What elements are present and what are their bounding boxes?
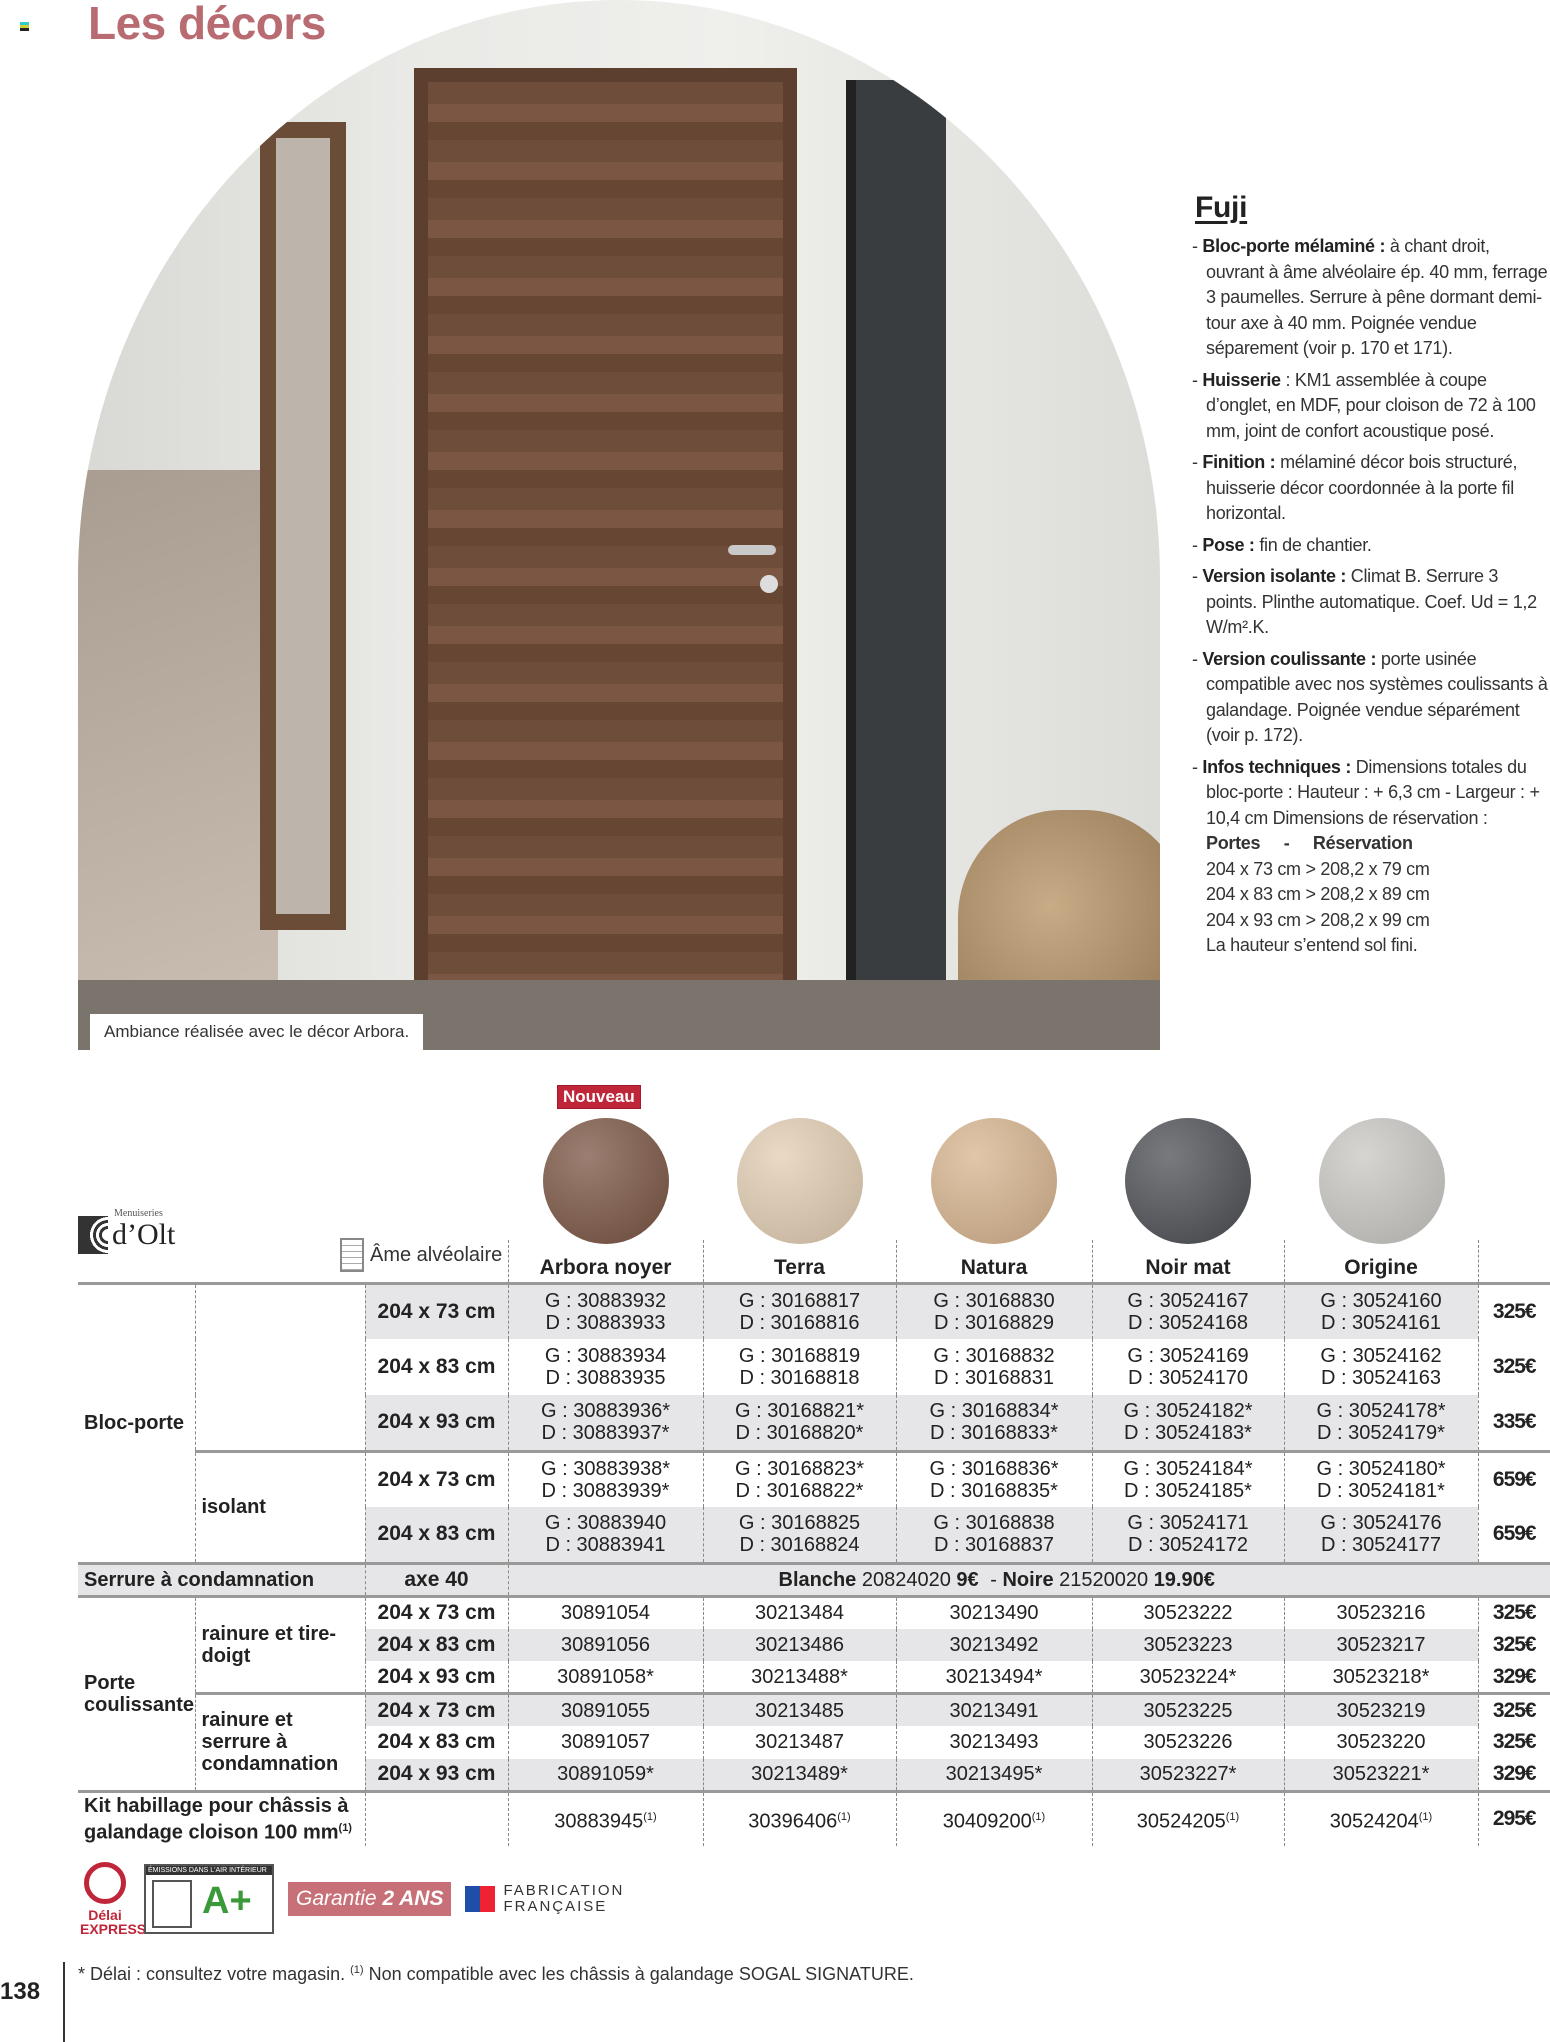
spec-text: Dimensions totales du bloc-porte : Hauteur : + 6,3 cm - Largeur : + 10,4 cm Dimensions de réservation : — [1206, 756, 1540, 828]
left-code: G : 30524167 — [1127, 1289, 1249, 1312]
product-code-cell: 30213493 — [896, 1726, 1092, 1759]
right-code: D : 30524179* — [1317, 1422, 1445, 1445]
guarantee-badge — [288, 1882, 451, 1916]
kit-code-note: (1) — [1031, 1810, 1046, 1823]
product-code-cell — [508, 1395, 703, 1451]
product-code-cell — [703, 1451, 896, 1507]
left-code: G : 30524180* — [1316, 1457, 1446, 1480]
product-code-cell: 30523217 — [1284, 1629, 1478, 1662]
stairs-image — [78, 470, 278, 990]
product-code-cell — [1284, 1283, 1478, 1339]
product-code-cell — [703, 1395, 896, 1451]
left-code: G : 30524182* — [1123, 1400, 1253, 1423]
left-code: G : 30883940 — [544, 1512, 667, 1535]
aplus-text: A+ — [202, 1880, 252, 1922]
row-sublabel-isolant: isolant — [195, 1451, 365, 1563]
new-badge: Nouveau — [557, 1085, 641, 1109]
price-cell: 659€ — [1478, 1451, 1550, 1507]
right-code: D : 30883935 — [545, 1367, 666, 1389]
francaise-text: FRANÇAISE — [503, 1898, 608, 1915]
color-marker-icon — [20, 22, 29, 31]
size-cell: 204 x 73 cm — [365, 1283, 508, 1339]
decor-header: Origine — [1284, 1240, 1478, 1283]
product-code-cell — [896, 1283, 1092, 1339]
reservation-line: 204 x 93 cm > 208,2 x 99 cm — [1206, 909, 1430, 930]
product-name: Fuji — [1195, 191, 1248, 224]
table-row — [78, 1451, 1550, 1507]
core-label: Âme alvéolaire — [370, 1243, 503, 1266]
express-text: EXPRESS — [80, 1921, 147, 1937]
table-row — [78, 1694, 1550, 1727]
right-code: D : 30168816 — [739, 1311, 860, 1334]
swatch-natura — [931, 1118, 1057, 1244]
product-code-cell: 30213488* — [703, 1661, 896, 1694]
price-cell: 325€ — [1478, 1629, 1550, 1662]
row-sublabel-serrure: rainure et serrure à condamnation — [195, 1694, 365, 1792]
left-code: G : 30168832 — [933, 1345, 1055, 1367]
spec-item: - Version isolante : Climat B. Serrure 3 points. Plinthe automatique. Coef. Ud = 1,2 W/m².K. — [1192, 566, 1537, 637]
right-code: D : 30168829 — [933, 1311, 1055, 1334]
product-code-cell: 30523221* — [1284, 1759, 1478, 1792]
price-cell: 329€ — [1478, 1661, 1550, 1694]
price-cell: 329€ — [1478, 1759, 1550, 1792]
product-code-cell: 30891059* — [508, 1759, 703, 1792]
spec-item: - Pose : fin de chantier. — [1192, 534, 1372, 555]
product-code-cell — [508, 1283, 703, 1339]
kit-code: 30524204 — [1329, 1810, 1419, 1833]
header-spacer — [195, 1240, 365, 1283]
size-cell: 204 x 83 cm — [365, 1339, 508, 1395]
spec-text: fin de chantier. — [1254, 534, 1372, 555]
product-code-cell — [1092, 1395, 1284, 1451]
photo-caption: Ambiance réalisée avec le décor Arbora. — [90, 1014, 423, 1050]
swatch-arbora-noyer — [543, 1118, 669, 1244]
reservation-header: Portes - Réservation — [1206, 833, 1413, 853]
left-code: G : 30883936* — [541, 1400, 670, 1423]
product-code-cell — [703, 1283, 896, 1339]
kit-code: 30883945 — [554, 1810, 644, 1833]
left-code: G : 30524176 — [1320, 1512, 1442, 1535]
right-code: D : 30168818 — [739, 1367, 860, 1389]
kit-spacer — [365, 1791, 508, 1846]
product-code-cell — [508, 1339, 703, 1395]
brand-name: d’Olt — [112, 1218, 176, 1251]
spec-label: Version isolante : — [1202, 566, 1347, 586]
badges-row — [80, 1862, 624, 1936]
row-label-serrure: Serrure à condamnation — [78, 1563, 365, 1596]
product-code-cell: 30523219 — [1284, 1694, 1478, 1727]
spec-text: porte usinée compatible avec nos systèmes coulissants à galandage. Poignée vendue séparément (voir p. 172). — [1206, 648, 1548, 745]
price-cell: 325€ — [1478, 1596, 1550, 1629]
price-header — [1478, 1240, 1550, 1283]
delai-text: Délai — [88, 1907, 122, 1923]
serrure-blanche: Blanche — [778, 1568, 857, 1591]
kit-note: (1) — [338, 1821, 352, 1834]
kit-label: Kit habillage pour châssis à galandage cloison 100 mm — [84, 1794, 349, 1844]
product-code-cell — [1284, 1451, 1478, 1507]
right-code: D : 30883939* — [541, 1479, 670, 1502]
product-code-cell: 30891055 — [508, 1694, 703, 1727]
door-lock-icon — [760, 575, 778, 593]
left-code: G : 30524169 — [1127, 1345, 1249, 1367]
price-cell: 335€ — [1478, 1395, 1550, 1451]
serrure-sep: - — [984, 1568, 1003, 1591]
product-code-cell: 30523225 — [1092, 1694, 1284, 1727]
product-code-cell: 30213484 — [703, 1596, 896, 1629]
product-code-cell: 30213495* — [896, 1759, 1092, 1792]
product-code-cell — [896, 1451, 1092, 1507]
house-icon — [152, 1880, 192, 1928]
right-code: D : 30524163 — [1320, 1367, 1442, 1389]
left-code: G : 30524178* — [1316, 1400, 1446, 1423]
right-code: D : 30168820* — [735, 1422, 864, 1445]
left-code: G : 30883932 — [544, 1289, 667, 1312]
price-cell: 659€ — [1478, 1507, 1550, 1563]
size-cell: 204 x 93 cm — [365, 1661, 508, 1694]
dark-door-image — [846, 80, 946, 1050]
footnote-compat: Non compatible avec les châssis à galandage SOGAL SIGNATURE. — [363, 1964, 914, 1984]
product-code-cell: 30213489* — [703, 1759, 896, 1792]
spec-item: - Huisserie : KM1 assemblée à coupe d’onglet, en MDF, pour cloison de 72 à 100 mm, joint de confort acoustique posé. — [1192, 369, 1536, 441]
decor-header: Noir mat — [1092, 1240, 1284, 1283]
product-code-cell: 30891056 — [508, 1629, 703, 1662]
right-code: D : 30168833* — [930, 1422, 1058, 1445]
price-cell: 325€ — [1478, 1694, 1550, 1727]
size-cell: 204 x 83 cm — [365, 1507, 508, 1563]
swatch-terra — [737, 1118, 863, 1244]
row-label-kit — [78, 1791, 365, 1846]
fabrication-text: FABRICATION — [503, 1882, 625, 1899]
product-code-cell: 30523223 — [1092, 1629, 1284, 1662]
footnote-delai: * Délai : consultez votre magasin. — [78, 1964, 351, 1984]
spec-item: - Finition : mélaminé décor bois structuré, huisserie décor coordonnée à la porte fil horizontal. — [1192, 452, 1518, 523]
spec-text: à chant droit, ouvrant à âme alvéolaire ép. 40 mm, ferrage 3 paumelles. Serrure à pêne dormant demi-tour axe à 40 mm. Poignée vendue séparement (voir p. 170 et 171). — [1206, 236, 1548, 358]
row-label-porte-coulissante: Porte coulissante — [84, 1671, 195, 1716]
right-code: D : 30524185* — [1124, 1479, 1252, 1502]
right-code: D : 30168837 — [933, 1534, 1055, 1557]
product-code-cell — [1092, 1791, 1284, 1846]
axe-cell: axe 40 — [365, 1563, 508, 1596]
right-code: D : 30524168 — [1127, 1311, 1249, 1334]
kit-code-note: (1) — [1225, 1810, 1240, 1823]
brand-small-text: Menuiseries — [114, 1208, 163, 1219]
size-cell: 204 x 83 cm — [365, 1629, 508, 1662]
right-code: D : 30883937* — [541, 1422, 670, 1445]
right-code: D : 30168824 — [739, 1534, 860, 1557]
size-cell: 204 x 73 cm — [365, 1596, 508, 1629]
product-code-cell — [1284, 1339, 1478, 1395]
left-code: G : 30168819 — [738, 1345, 861, 1367]
right-code: D : 30524177 — [1320, 1534, 1442, 1557]
row-label-bloc-porte: Bloc-porte — [84, 1412, 184, 1434]
size-cell: 204 x 93 cm — [365, 1395, 508, 1451]
product-code-cell: 30891054 — [508, 1596, 703, 1629]
product-code-cell — [508, 1791, 703, 1846]
door-handle-icon — [728, 545, 776, 555]
size-cell: 204 x 93 cm — [365, 1759, 508, 1792]
clock-icon — [84, 1862, 126, 1904]
divider — [63, 1962, 65, 2042]
product-code-cell: 30523227* — [1092, 1759, 1284, 1792]
french-flag-icon — [465, 1886, 495, 1912]
decor-swatches — [508, 1085, 1478, 1245]
spec-text: Climat B. Serrure 3 points. Plinthe automatique. Coef. Ud = 1,2 W/m².K. — [1206, 566, 1537, 637]
serrure-noire-price: 19.90€ — [1153, 1568, 1215, 1591]
emissions-text: ÉMISSIONS DANS L'AIR INTÉRIEUR — [146, 1866, 272, 1875]
price-cell: 295€ — [1478, 1791, 1550, 1846]
reservation-line: 204 x 73 cm > 208,2 x 79 cm — [1206, 858, 1430, 879]
product-code-cell: 30213494* — [896, 1661, 1092, 1694]
spec-label: Version coulissante : — [1202, 648, 1377, 669]
product-code-cell — [896, 1339, 1092, 1395]
right-code: D : 30883933 — [545, 1311, 666, 1334]
product-code-cell — [1092, 1283, 1284, 1339]
product-code-cell: 30891058* — [508, 1661, 703, 1694]
product-code-cell: 30213486 — [703, 1629, 896, 1662]
footnote — [78, 1964, 914, 1985]
product-code-cell — [896, 1395, 1092, 1451]
spec-label: Huisserie — [1202, 369, 1281, 390]
spec-label: Finition : — [1202, 452, 1276, 472]
price-cell: 325€ — [1478, 1339, 1550, 1395]
right-code: D : 30168835* — [930, 1479, 1058, 1502]
product-code-cell: 30891057 — [508, 1726, 703, 1759]
reservation-line: 204 x 83 cm > 208,2 x 89 cm — [1206, 884, 1430, 904]
reservation-note: La hauteur s’entend sol fini. — [1206, 935, 1418, 955]
decor-header: Terra — [703, 1240, 896, 1283]
guarantee-text: Garantie — [296, 1887, 377, 1910]
product-code-cell — [1092, 1451, 1284, 1507]
door-image — [414, 68, 797, 1016]
kit-code-note: (1) — [837, 1810, 851, 1823]
product-code-cell: 30213492 — [896, 1629, 1092, 1662]
emissions-aplus-badge — [144, 1864, 274, 1934]
spec-label: Bloc-porte mélaminé : — [1202, 236, 1386, 256]
left-code: G : 30168817 — [738, 1289, 861, 1312]
header-spacer — [365, 1240, 508, 1283]
product-code-cell — [1284, 1507, 1478, 1563]
footnote-ref: (1) — [350, 1964, 364, 1976]
product-code-cell — [896, 1791, 1092, 1846]
right-code: D : 30524183* — [1124, 1422, 1252, 1445]
size-cell: 204 x 83 cm — [365, 1726, 508, 1759]
decor-header: Arbora noyer — [508, 1240, 703, 1283]
serrure-blanche-price: 9€ — [956, 1568, 979, 1591]
kit-code: 30396406 — [748, 1810, 838, 1833]
swatch-noir-mat — [1125, 1118, 1251, 1244]
price-cell: 325€ — [1478, 1726, 1550, 1759]
row-sublabel — [195, 1283, 365, 1451]
spec-label: Pose : — [1202, 534, 1255, 555]
page-title: Les décors — [88, 0, 326, 49]
left-code: G : 30168834* — [929, 1400, 1059, 1423]
left-code: G : 30524184* — [1123, 1457, 1253, 1480]
table-row — [78, 1283, 1550, 1339]
right-code: D : 30524172 — [1127, 1534, 1249, 1557]
spec-text: mélaminé décor bois structuré, huisserie décor coordonnée à la porte fil horizontal. — [1206, 452, 1518, 523]
table-row — [78, 1596, 1550, 1629]
left-code: G : 30883938* — [541, 1457, 670, 1480]
kit-code-note: (1) — [1418, 1810, 1433, 1823]
guarantee-years: 2 ANS — [382, 1887, 444, 1910]
kit-code: 30524205 — [1136, 1810, 1226, 1833]
product-code-cell: 30523220 — [1284, 1726, 1478, 1759]
left-code: G : 30524160 — [1320, 1289, 1442, 1312]
size-cell: 204 x 73 cm — [365, 1451, 508, 1507]
left-code: G : 30168823* — [735, 1457, 864, 1480]
serrure-noire-code: 21520020 — [1053, 1568, 1154, 1591]
left-code: G : 30168836* — [929, 1457, 1059, 1480]
left-code: G : 30524171 — [1127, 1512, 1249, 1535]
left-code: G : 30168838 — [933, 1512, 1055, 1535]
product-code-cell: 30523222 — [1092, 1596, 1284, 1629]
spec-item: - Version coulissante : porte usinée compatible avec nos systèmes coulissants à galandage. Poignée vendue séparément (voir p. 172). — [1192, 648, 1548, 745]
right-code: D : 30168831 — [933, 1367, 1055, 1389]
product-code-cell: 30523216 — [1284, 1596, 1478, 1629]
product-code-cell: 30523224* — [1092, 1661, 1284, 1694]
serrure-noire: Noire — [1002, 1568, 1054, 1591]
right-code: D : 30524161 — [1320, 1311, 1442, 1334]
kit-code-note: (1) — [643, 1810, 657, 1823]
product-code-cell — [1284, 1395, 1478, 1451]
right-code: D : 30524170 — [1127, 1367, 1249, 1389]
left-code: G : 30168821* — [735, 1400, 864, 1423]
left-code: G : 30168830 — [933, 1289, 1055, 1312]
ambiance-photo — [78, 0, 1160, 1050]
product-code-cell: 30213490 — [896, 1596, 1092, 1629]
product-code-cell — [1284, 1791, 1478, 1846]
page-number: 138 — [0, 1978, 41, 2005]
product-code-cell — [703, 1791, 896, 1846]
delai-express-badge — [80, 1862, 147, 1937]
left-code: G : 30883934 — [544, 1345, 667, 1367]
serrure-options-cell — [508, 1563, 1550, 1596]
product-code-cell: 30213491 — [896, 1694, 1092, 1727]
product-code-cell — [703, 1507, 896, 1563]
decor-header: Natura — [896, 1240, 1092, 1283]
product-code-cell — [1092, 1507, 1284, 1563]
product-code-cell — [896, 1507, 1092, 1563]
row-sublabel-tire-doigt: rainure et tire-doigt — [195, 1596, 365, 1694]
product-code-cell — [703, 1339, 896, 1395]
product-code-cell: 30213487 — [703, 1726, 896, 1759]
spec-item: - Infos techniques : Dimensions totales du bloc-porte : Hauteur : + 6,3 cm - Largeur : + 10,4 cm Dimensions de réservation : — [1192, 756, 1540, 828]
product-code-cell: 30523226 — [1092, 1726, 1284, 1759]
price-cell: 325€ — [1478, 1283, 1550, 1339]
header-spacer — [78, 1240, 195, 1283]
made-in-france-badge — [465, 1883, 624, 1915]
product-code-cell — [1092, 1339, 1284, 1395]
right-code: D : 30524181* — [1317, 1479, 1445, 1502]
left-code: G : 30168825 — [738, 1512, 861, 1535]
spec-item: - Bloc-porte mélaminé : à chant droit, ouvrant à âme alvéolaire ép. 40 mm, ferrage 3 paumelles. Serrure à pêne dormant demi-tour axe à 40 mm. Poignée vendue séparement (voir p. 170 et 171). — [1192, 236, 1548, 358]
product-code-cell: 30213485 — [703, 1694, 896, 1727]
product-code-cell — [508, 1507, 703, 1563]
spec-text: : KM1 assemblée à coupe d’onglet, en MDF, pour cloison de 72 à 100 mm, joint de confort acoustique posé. — [1206, 369, 1536, 441]
price-table — [78, 1240, 1550, 1846]
mirror-image — [260, 122, 346, 930]
spec-label: Infos techniques : — [1202, 756, 1352, 777]
left-code: G : 30524162 — [1320, 1345, 1442, 1367]
product-code-cell — [508, 1451, 703, 1507]
right-code: D : 30883941 — [545, 1534, 666, 1557]
serrure-blanche-code: 20824020 — [856, 1568, 957, 1591]
product-code-cell: 30523218* — [1284, 1661, 1478, 1694]
size-cell: 204 x 73 cm — [365, 1694, 508, 1727]
right-code: D : 30168822* — [735, 1479, 864, 1502]
swatch-origine — [1319, 1118, 1445, 1244]
kit-code: 30409200 — [942, 1810, 1032, 1833]
product-specs — [1192, 192, 1550, 959]
